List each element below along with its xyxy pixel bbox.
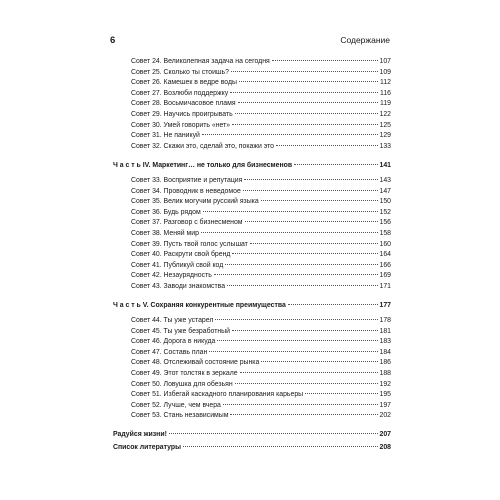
toc-entry-page: 202	[379, 412, 391, 420]
dot-leader	[261, 200, 378, 201]
toc-entry-title: Совет 52. Лучше, чем вчера	[131, 401, 221, 409]
toc-entry-title: Совет 53. Стань независимым	[131, 412, 229, 420]
toc-entry	[113, 208, 391, 219]
toc-entry-page: 107	[379, 58, 391, 65]
toc-entry-page: 192	[379, 380, 391, 388]
dot-leader	[217, 340, 377, 341]
toc-entry-page: 109	[379, 68, 391, 76]
toc-entry-page: 166	[379, 261, 391, 269]
dot-leader	[232, 253, 377, 254]
toc-entry-page: 181	[379, 327, 391, 335]
toc-entry-page: 143	[379, 176, 391, 184]
toc-entry	[113, 401, 391, 412]
toc-entry-page: 125	[379, 121, 391, 129]
toc-section-heading	[113, 430, 391, 441]
toc-entry-page: 116	[380, 89, 391, 97]
toc-entry-page: 133	[379, 142, 391, 150]
toc-part-heading	[113, 301, 391, 312]
dot-leader	[232, 330, 378, 331]
toc-entry-page: 186	[379, 359, 391, 367]
toc-section-heading	[113, 443, 391, 454]
toc-entry-page: 178	[379, 317, 391, 325]
toc-entry-page: 195	[379, 391, 391, 399]
toc-entry-title: Совет 43. Заводи знакомства	[131, 282, 226, 290]
toc-entry-title: Совет 45. Ты уже безработный	[131, 327, 230, 335]
dot-leader	[243, 190, 378, 191]
toc-entry-title: Совет 39. Пусть твой голос услышат	[131, 240, 248, 248]
toc-part-heading	[113, 161, 391, 172]
dot-leader	[232, 124, 377, 125]
toc-entry-page: 152	[379, 208, 391, 216]
toc-entry-title: Совет 28. Восьмичасовое пламя	[131, 100, 236, 108]
toc-entry-page: 156	[379, 219, 391, 227]
toc-entry-title: Совет 26. Камешек в ведре воды	[131, 79, 237, 87]
toc-entry-title: Совет 47. Составь план	[131, 348, 208, 356]
toc-entry-page: 158	[379, 229, 391, 237]
dot-leader	[223, 404, 378, 405]
running-head: Содержание	[340, 35, 390, 45]
toc-entry	[113, 176, 391, 187]
dot-leader	[231, 71, 378, 72]
toc-entry-title: Совет 33. Восприятие и репутация	[131, 176, 243, 184]
page-header	[110, 33, 390, 47]
toc-entry	[113, 110, 391, 121]
page-number: 6	[110, 34, 116, 46]
toc-entry	[113, 89, 391, 100]
toc-entry-title: Совет 40. Раскрути свой бренд	[131, 251, 231, 259]
dot-leader	[244, 179, 377, 180]
toc-entry	[113, 78, 391, 89]
dot-leader	[272, 60, 378, 61]
toc-part-title: Ч а с т ь V. Сохраняя конкурентные преимущества	[113, 302, 286, 310]
toc-entry	[113, 121, 391, 132]
toc-entry	[113, 131, 391, 142]
toc-entry	[113, 390, 391, 401]
toc-entry-title: Совет 48. Отслеживай состояние рынка	[131, 359, 260, 367]
toc-entry	[113, 250, 391, 261]
toc-entry	[113, 348, 391, 359]
toc-entry	[113, 271, 391, 282]
toc-entry-page: 184	[379, 348, 391, 356]
dot-leader	[261, 361, 377, 362]
toc-section-title: Список литературы	[113, 443, 182, 451]
dot-leader	[235, 113, 378, 114]
toc-entry	[113, 240, 391, 251]
toc-entry	[113, 411, 391, 422]
toc-entry-title: Совет 49. Этот толстяк в зеркале	[131, 370, 238, 378]
toc-entry	[113, 282, 391, 293]
toc-entry-page: 197	[379, 401, 391, 409]
toc-entry-page: 122	[379, 110, 391, 118]
dot-leader	[214, 274, 378, 275]
dot-leader	[305, 393, 377, 394]
toc-entry-title: Совет 50. Ловушка для обезьян	[131, 380, 233, 388]
toc-entry-title: Совет 34. Проводник в неведомое	[131, 187, 241, 195]
toc-part-title: Ч а с т ь IV. Маркетинг… не только для бизнесменов	[113, 162, 293, 170]
dot-leader	[245, 221, 378, 222]
toc-entry-title: Совет 36. Будь рядом	[131, 208, 201, 216]
toc-entry	[113, 197, 391, 208]
dot-leader	[203, 211, 378, 212]
toc-part-page: 177	[379, 302, 391, 310]
dot-leader	[250, 243, 378, 244]
dot-leader	[238, 102, 378, 103]
toc-entry-page: 171	[379, 282, 391, 290]
toc-entry	[113, 57, 391, 68]
table-of-contents	[113, 57, 391, 453]
toc-entry	[113, 327, 391, 338]
toc-section-title: Радуйся жизни!	[113, 431, 167, 438]
dot-leader	[235, 383, 378, 384]
toc-entry-page: 147	[379, 187, 391, 195]
toc-entry-title: Совет 27. Возлюби поддержку	[131, 89, 229, 97]
toc-entry-title: Совет 42. Незаурядность	[131, 272, 212, 280]
toc-entry	[113, 68, 391, 79]
toc-entry-title: Совет 29. Научись проигрывать	[131, 110, 233, 118]
toc-entry-title: Совет 51. Избегай каскадного планирования карьеры	[131, 391, 304, 399]
toc-entry-title: Совет 35. Велик могучим русский языка	[131, 198, 259, 206]
dot-leader	[276, 145, 377, 146]
toc-entry-title: Совет 37. Разговор с бизнесменом	[131, 219, 243, 227]
dot-leader	[230, 92, 378, 93]
dot-leader	[202, 134, 378, 135]
toc-entry-page: 164	[379, 251, 391, 259]
toc-entry	[113, 99, 391, 110]
dot-leader	[169, 433, 378, 434]
toc-entry-page: 112	[380, 79, 391, 87]
dot-leader	[201, 232, 378, 233]
toc-entry-title: Совет 41. Публикуй свой код	[131, 261, 224, 269]
toc-section-page: 208	[379, 443, 391, 451]
toc-entry-title: Совет 25. Сколько ты стоишь?	[131, 68, 229, 76]
toc-entry-page: 183	[379, 338, 391, 346]
toc-entry	[113, 218, 391, 229]
toc-entry	[113, 380, 391, 391]
toc-entry	[113, 369, 391, 380]
toc-entry	[113, 229, 391, 240]
toc-entry-page: 119	[380, 100, 391, 108]
toc-entry-title: Совет 24. Великолепная задача на сегодня	[131, 58, 270, 65]
toc-entry	[113, 142, 391, 153]
toc-entry-title: Совет 44. Ты уже устарел	[131, 317, 214, 325]
toc-entry	[113, 187, 391, 198]
toc-entry-page: 150	[379, 198, 391, 206]
dot-leader	[240, 372, 378, 373]
toc-entry-title: Совет 30. Умей говорить «нет»	[131, 121, 231, 129]
toc-entry-title: Совет 31. Не паникуй	[131, 132, 200, 140]
toc-entry	[113, 358, 391, 369]
toc-entry-page: 129	[379, 132, 391, 140]
dot-leader	[183, 446, 377, 447]
toc-entry	[113, 261, 391, 272]
dot-leader	[239, 81, 378, 82]
toc-entry-title: Совет 46. Дорога в никуда	[131, 338, 216, 346]
toc-entry	[113, 316, 391, 327]
dot-leader	[227, 285, 377, 286]
dot-leader	[225, 264, 377, 265]
toc-entry	[113, 337, 391, 348]
toc-entry-title: Совет 32. Скажи это, сделай это, покажи это	[131, 142, 275, 150]
dot-leader	[230, 414, 377, 415]
toc-entry-page: 188	[379, 370, 391, 378]
toc-entry-title: Совет 38. Меняй мир	[131, 229, 199, 237]
dot-leader	[288, 304, 378, 305]
dot-leader	[294, 164, 377, 165]
dot-leader	[209, 351, 377, 352]
toc-part-page: 141	[379, 162, 391, 170]
dot-leader	[215, 319, 377, 320]
toc-section-page: 207	[379, 431, 391, 438]
toc-entry-page: 169	[379, 272, 391, 280]
toc-entry-page: 160	[379, 240, 391, 248]
